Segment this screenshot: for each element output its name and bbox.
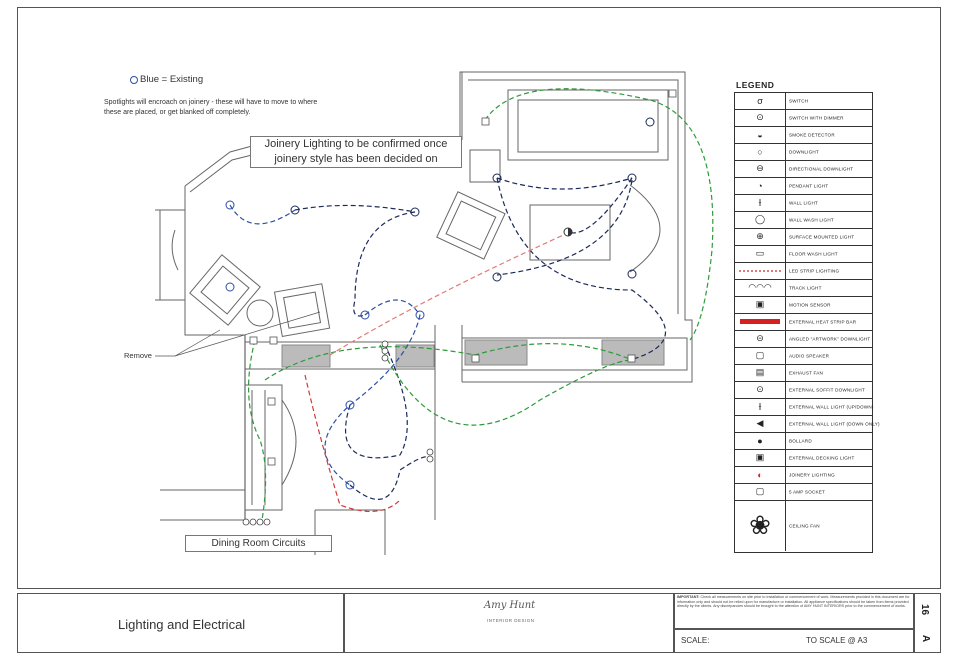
- decking-light-icon: ▣: [735, 449, 786, 466]
- logo-name: Amy Hunt: [484, 600, 536, 611]
- legend-row: [735, 262, 872, 280]
- spotlights-note: Spotlights will encroach on joinery - these will have to move to where these are placed, or get blanked off completely.: [104, 99, 318, 116]
- legend-title: LEGEND: [736, 80, 775, 90]
- sheet-number: 16: [919, 603, 931, 616]
- important-text: IMPORTANT: Check all measurements on site prior to installation or commencement of work. Measurements provided in this document are for information only and should not be relied upon for manufacture or installation. All appliance specifications should be taken from items provided directly by the clients. Any discrepancies should be brought to the attention of AMY HUNT INTERIORS prior to the commencement of works.: [677, 595, 910, 609]
- legend-label: WALL LIGHT: [789, 200, 818, 205]
- legend-label: EXTERNAL WALL LIGHT (UP/DOWN): [789, 404, 874, 409]
- legend-row: [735, 313, 872, 331]
- joinery-lighting-note: Joinery Lighting to be confirmed once joinery style has been decided on: [250, 136, 462, 168]
- legend-row: [735, 381, 872, 399]
- legend-row: [735, 330, 872, 348]
- legend-row: [735, 279, 872, 297]
- legend-row: [735, 347, 872, 365]
- legend-label: WALL WASH LIGHT: [789, 217, 834, 222]
- legend-label: EXTERNAL HEAT STRIP BAR: [789, 319, 857, 324]
- legend-label: AUDIO SPEAKER: [789, 353, 830, 358]
- soffit-downlight-icon: ⊙: [735, 381, 786, 398]
- ext-wall-light-down-icon: ◀: [735, 415, 786, 432]
- legend-label: MOTION SENSOR: [789, 302, 831, 307]
- pendant-light-icon: ◔: [735, 177, 786, 194]
- downlight-icon: ○: [735, 143, 786, 160]
- ceiling-fan-icon: ❀: [735, 500, 786, 551]
- surface-mounted-light-icon: ⊕: [735, 228, 786, 245]
- legend-label: SMOKE DETECTOR: [789, 132, 835, 137]
- directional-downlight-icon: ⊖: [735, 160, 786, 177]
- legend-label: LED STRIP LIGHTING: [789, 268, 840, 273]
- legend-row: [735, 296, 872, 314]
- legend-row: [735, 500, 872, 551]
- motion-sensor-icon: ▣: [735, 296, 786, 313]
- led-strip-icon: [735, 262, 786, 279]
- audio-speaker-icon: ▢: [735, 347, 786, 364]
- legend-row: [735, 211, 872, 229]
- wall-light-icon: ⫲: [735, 194, 786, 211]
- legend-label: JOINERY LIGHTING: [789, 472, 835, 477]
- legend-row: [735, 364, 872, 382]
- legend-row: [735, 126, 872, 144]
- bollard-icon: ●: [735, 432, 786, 449]
- legend-label: EXTERNAL WALL LIGHT (DOWN ONLY): [789, 421, 880, 426]
- heat-strip-bar-icon: [735, 313, 786, 330]
- existing-key: Blue = Existing: [140, 74, 204, 85]
- legend-label: FLOOR WASH LIGHT: [789, 251, 838, 256]
- legend-label: PENDANT LIGHT: [789, 183, 829, 188]
- wall-wash-light-icon: ◯: [735, 211, 786, 228]
- legend-label: EXTERNAL DECKING LIGHT: [789, 455, 855, 460]
- legend-label: 5 AMP SOCKET: [789, 489, 826, 494]
- legend-label: ANGLED "ARTWORK" DOWNLIGHT: [789, 336, 871, 341]
- artwork-downlight-icon: ⊝: [735, 330, 786, 347]
- drawing-title: Lighting and Electrical: [118, 617, 246, 632]
- track-light-icon: ◠◠◠: [735, 279, 786, 296]
- scale-label: SCALE:: [681, 636, 710, 645]
- remove-label: Remove: [124, 351, 152, 360]
- legend-row: [735, 415, 880, 433]
- legend-row: [735, 432, 872, 450]
- smoke-detector-icon: ◒: [735, 126, 786, 143]
- ext-wall-light-up-down-icon: ⫲: [735, 398, 786, 415]
- legend-row: [735, 194, 872, 212]
- joinery-lighting-icon: ◐: [735, 466, 786, 483]
- legend-label: SWITCH WITH DIMMER: [789, 115, 844, 120]
- switch-icon: σ: [735, 92, 786, 109]
- legend-row: [735, 483, 872, 501]
- 5amp-socket-icon: ▢: [735, 483, 786, 500]
- legend-row: [735, 160, 872, 178]
- legend-label: DOWNLIGHT: [789, 149, 819, 154]
- legend-row: [735, 92, 872, 110]
- legend-label: BOLLARD: [789, 438, 812, 443]
- legend-label: EXHAUST FAN: [789, 370, 824, 375]
- legend-row: [735, 228, 872, 246]
- switch-dimmer-icon: ⊙: [735, 109, 786, 126]
- legend-label: SURFACE MOUNTED LIGHT: [789, 234, 855, 239]
- exhaust-fan-icon: ▤: [735, 364, 786, 381]
- floor-wash-light-icon: ▭: [735, 245, 786, 262]
- sheet-cell: [913, 593, 941, 653]
- scale-value: TO SCALE @ A3: [806, 636, 868, 645]
- legend-row: [735, 398, 872, 416]
- legend-label: DIRECTIONAL DOWNLIGHT: [789, 166, 854, 171]
- legend-row: [735, 109, 872, 127]
- legend-row: [735, 143, 872, 161]
- legend-row: [735, 245, 872, 263]
- dining-circuits-label: Dining Room Circuits: [185, 535, 332, 552]
- legend-label: EXTERNAL SOFFIT DOWNLIGHT: [789, 387, 865, 392]
- legend-label: TRACK LIGHT: [789, 285, 822, 290]
- legend-row: [735, 177, 872, 195]
- logo-sub: INTERIOR DESIGN: [487, 618, 535, 623]
- sheet-rev: A: [920, 634, 932, 643]
- legend-row: [735, 449, 872, 467]
- legend-label: SWITCH: [789, 98, 809, 103]
- legend-label: CEILING FAN: [789, 523, 820, 528]
- legend-row: [735, 466, 872, 484]
